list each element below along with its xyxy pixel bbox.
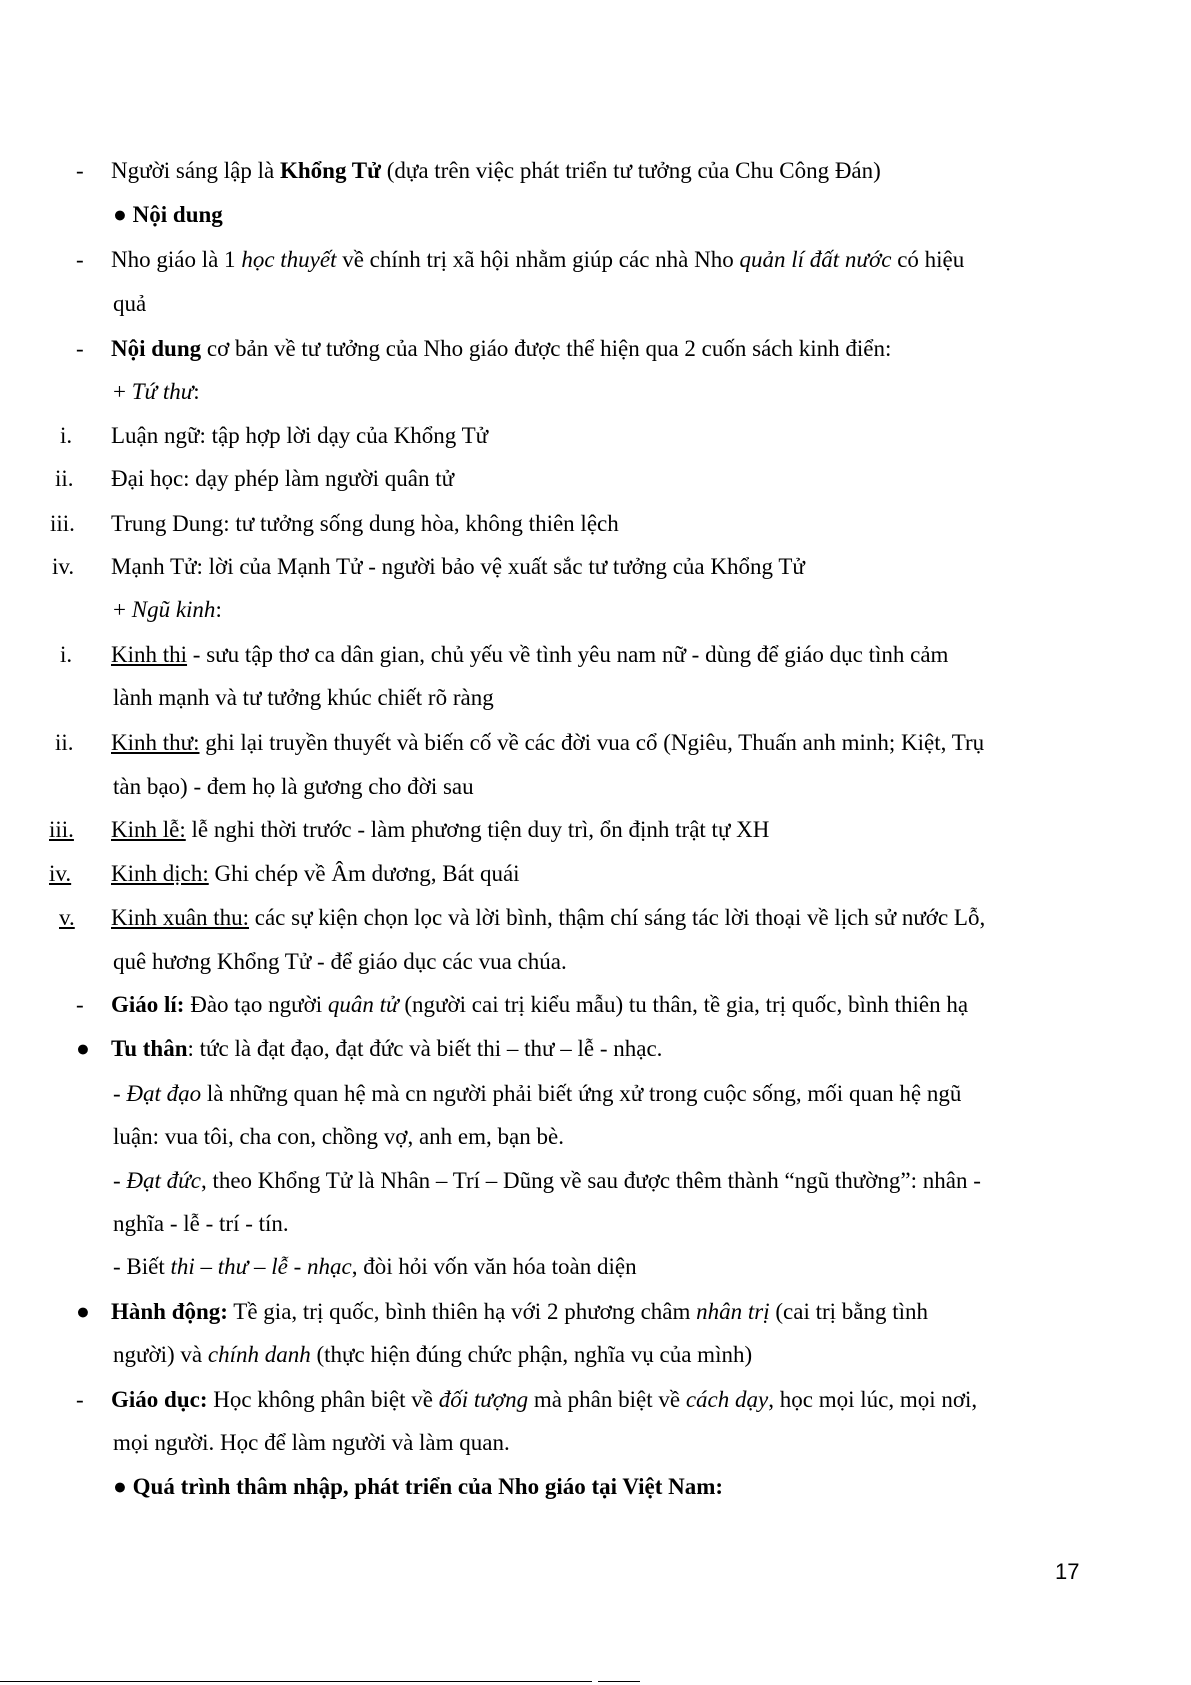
footer-rule-left	[0, 1681, 592, 1682]
text-run: luận: vua tôi, cha con, chồng vợ, anh em, bạn bè.	[113, 1124, 564, 1149]
list-marker: i.	[60, 642, 73, 667]
text-run: Đạt đạo	[126, 1081, 202, 1106]
list-marker: iii.	[50, 511, 75, 536]
text-line	[111, 991, 968, 1018]
text-run: lành mạnh và tư tưởng khúc chiết rõ ràng	[113, 685, 494, 710]
text-run: Tứ thư	[131, 379, 194, 404]
list-marker: v.	[59, 905, 75, 930]
text-line	[113, 378, 200, 405]
text-line	[113, 1080, 961, 1107]
text-run: Kinh thi	[111, 642, 188, 667]
text-run: Ngũ kinh	[131, 597, 216, 622]
text-line	[111, 335, 891, 362]
text-line	[113, 1123, 564, 1150]
text-run: ●	[113, 202, 133, 227]
text-run: cơ bản về tư tưởng của Nho giáo được thể hiện qua 2 cuốn sách kinh điển:	[201, 336, 892, 361]
text-run: đối tượng	[438, 1387, 529, 1412]
text-line	[113, 684, 494, 711]
text-line	[111, 246, 964, 273]
text-line	[113, 773, 474, 800]
text-run: thi – thư – lễ - nhạc	[170, 1254, 352, 1279]
text-run: lễ nghi thời trước - làm phương tiện duy trì, ổn định trật tự XH	[185, 817, 770, 842]
text-run: Kinh lễ:	[111, 817, 186, 842]
text-run: Giáo lí:	[111, 992, 185, 1017]
text-run: Giáo dục:	[111, 1387, 208, 1412]
text-run: có hiệu	[891, 247, 965, 272]
text-line	[111, 157, 881, 184]
list-marker: i.	[60, 423, 73, 448]
text-run: Nho giáo là 1	[111, 247, 242, 272]
text-line	[113, 201, 223, 228]
text-run: quân tử	[327, 992, 399, 1017]
list-marker: ●	[76, 1299, 90, 1324]
list-marker: -	[76, 247, 84, 272]
text-run: Học không phân biệt về	[207, 1387, 439, 1412]
list-marker: -	[76, 336, 84, 361]
text-run: Nội dung	[132, 202, 223, 227]
text-run: mọi người. Học để làm người và làm quan.	[113, 1430, 510, 1455]
text-run: , theo Khổng Tử là Nhân – Trí – Dũng về sau được thêm thành “ngũ thường”: nhân -	[200, 1168, 981, 1193]
list-marker: -	[76, 1387, 84, 1412]
text-run: (người cai trị kiểu mẫu) tu thân, tề gia, trị quốc, bình thiên hạ	[398, 992, 969, 1017]
text-line	[111, 465, 454, 492]
text-line	[113, 1429, 510, 1456]
text-line	[113, 1210, 289, 1237]
text-run: Tu thân	[111, 1036, 188, 1061]
text-run: Kinh thư:	[111, 730, 200, 755]
text-run: Đại học: dạy phép làm người quân tử	[111, 466, 455, 491]
text-run: Tề gia, trị quốc, bình thiên hạ với 2 phương châm	[227, 1299, 697, 1324]
text-run: , đòi hỏi vốn văn hóa toàn diện	[351, 1254, 637, 1279]
list-marker: iv.	[52, 554, 75, 579]
text-run: , học mọi lúc, mọi nơi,	[768, 1387, 978, 1412]
text-line	[113, 290, 146, 317]
text-line	[113, 1253, 637, 1280]
text-run: mà phân biệt về	[528, 1387, 686, 1412]
list-marker: ii.	[55, 730, 74, 755]
text-run: cách dạy	[685, 1387, 769, 1412]
text-run: ghi lại truyền thuyết và biến cố về các đời vua cổ (Ngiêu, Thuấn anh minh; Kiệt, Trụ	[199, 730, 985, 755]
text-run: về chính trị xã hội nhằm giúp các nhà Nho	[336, 247, 740, 272]
text-run: : tức là đạt đạo, đạt đức và biết thi – thư – lễ - nhạc.	[187, 1036, 663, 1061]
text-run: nhân trị	[696, 1299, 770, 1324]
text-run: tàn bạo) - đem họ là gương cho đời sau	[113, 774, 474, 799]
text-line	[113, 596, 222, 623]
text-line	[113, 1341, 752, 1368]
footer-rule-right	[598, 1681, 640, 1682]
text-run: -	[113, 1168, 127, 1193]
text-run: là những quan hệ mà cn người phải biết ứng xử trong cuộc sống, mối quan hệ ngũ	[201, 1081, 962, 1106]
text-run: - Biết	[113, 1254, 171, 1279]
text-line	[111, 1035, 662, 1062]
text-line	[111, 816, 769, 843]
text-run: quả	[113, 291, 147, 316]
text-run: Luận ngữ: tập hợp lời dạy của Khổng Tử	[111, 423, 489, 448]
list-marker: iv.	[49, 861, 72, 886]
text-line	[111, 641, 948, 668]
text-run: Đạt đức	[126, 1168, 201, 1193]
text-run: Hành động:	[111, 1299, 228, 1324]
text-run: +	[113, 379, 132, 404]
list-marker: -	[76, 992, 84, 1017]
text-run: Kinh xuân thu:	[111, 905, 249, 930]
text-run: Người sáng lập là	[111, 158, 280, 183]
text-run: (dựa trên việc phát triển tư tưởng của Chu Công Đán)	[380, 158, 881, 183]
text-run: Khổng Tử	[280, 158, 381, 183]
list-marker: ●	[76, 1036, 90, 1061]
text-run: Ghi chép về Âm dương, Bát quái	[208, 861, 520, 886]
text-run: nghĩa - lễ - trí - tín.	[113, 1211, 289, 1236]
list-marker: -	[76, 158, 84, 183]
text-run: quê hương Khổng Tử - để giáo dục các vua chúa.	[113, 949, 567, 974]
text-line	[113, 1473, 723, 1500]
text-line	[111, 553, 805, 580]
text-run: Quá trình thâm nhập, phát triển của Nho giáo tại Việt Nam:	[132, 1474, 724, 1499]
text-run: Kinh dịch:	[111, 861, 209, 886]
text-run: người) và	[113, 1342, 208, 1367]
text-line	[111, 422, 488, 449]
text-line	[113, 948, 567, 975]
text-run: (thực hiện đúng chức phận, nghĩa vụ của mình)	[310, 1342, 753, 1367]
text-line	[111, 510, 619, 537]
text-run: chính danh	[207, 1342, 311, 1367]
text-run: các sự kiện chọn lọc và lời bình, thậm chí sáng tác lời thoại về lịch sử nước Lỗ,	[249, 905, 986, 930]
list-marker: ii.	[55, 466, 74, 491]
text-line	[111, 860, 520, 887]
text-line	[111, 729, 984, 756]
text-run: - sưu tập thơ ca dân gian, chủ yếu về tình yêu nam nữ - dùng để giáo dục tình cảm	[187, 642, 949, 667]
text-run: +	[113, 597, 132, 622]
text-run: (cai trị bằng tình	[769, 1299, 929, 1324]
text-line	[111, 1298, 928, 1325]
text-run: quản lí đất nước	[739, 247, 892, 272]
text-run: học thuyết	[241, 247, 337, 272]
text-run: ●	[113, 1474, 133, 1499]
text-line	[113, 1167, 981, 1194]
page-number: 17	[1055, 1559, 1080, 1584]
text-run: -	[113, 1081, 127, 1106]
text-run: Mạnh Tử: lời của Mạnh Tử - người bảo vệ xuất sắc tư tưởng của Khổng Tử	[111, 554, 805, 579]
text-run: :	[215, 597, 222, 622]
text-line	[111, 1386, 977, 1413]
text-run: Trung Dung: tư tưởng sống dung hòa, không thiên lệch	[111, 511, 619, 536]
list-marker: iii.	[49, 817, 74, 842]
text-line	[111, 904, 985, 931]
text-run: Nội dung	[111, 336, 202, 361]
text-run: Đào tạo người	[184, 992, 328, 1017]
text-run: :	[193, 379, 200, 404]
